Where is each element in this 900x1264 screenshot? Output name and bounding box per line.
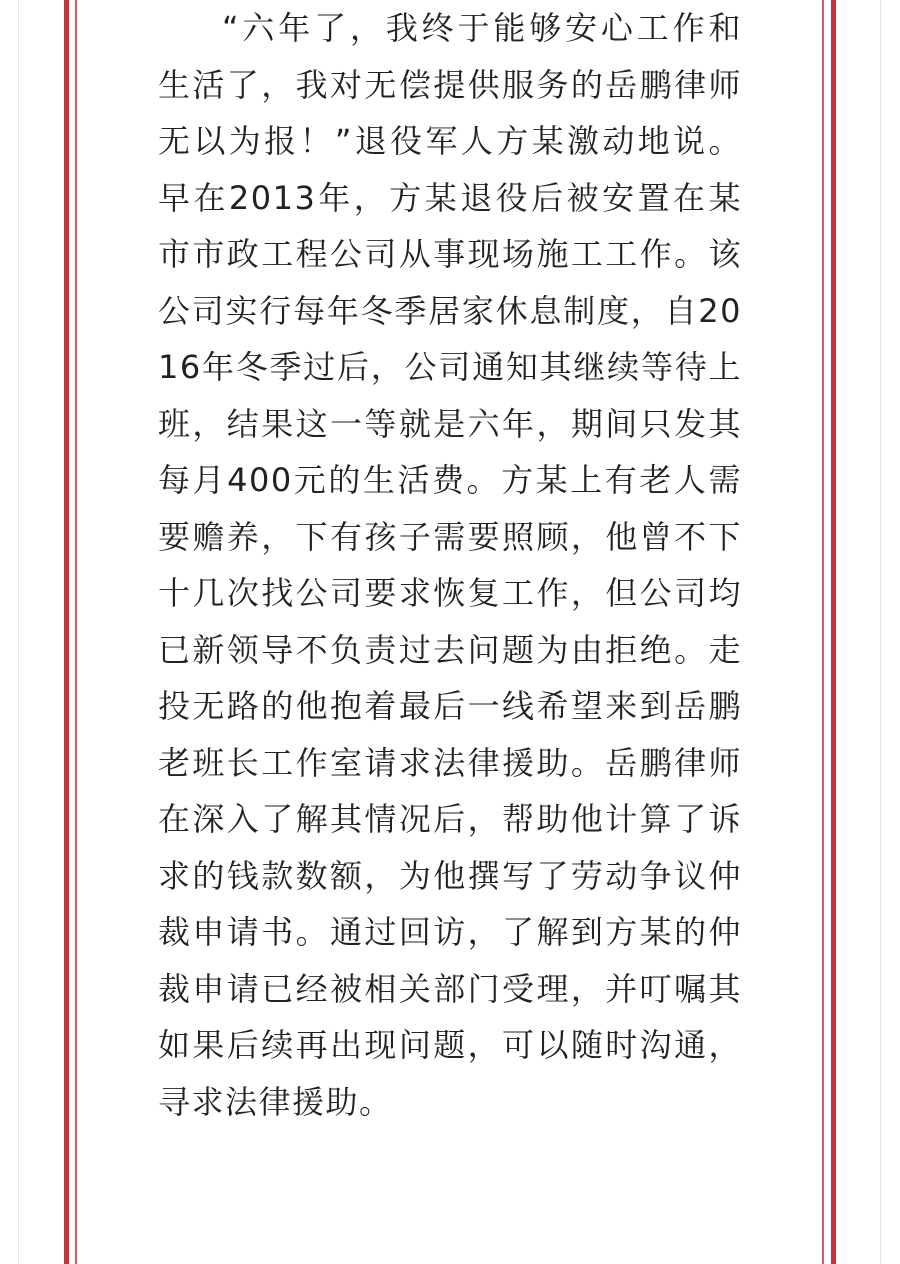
frame-line-thick bbox=[64, 0, 69, 1264]
article-body bbox=[158, 0, 742, 1130]
article-paragraph: “六年了，我终于能够安心工作和生活了，我对无偿提供服务的岳鹏律师无以为报！”退役军人方某激动地说。早在2013年，方某退役后被安置在某市市政工程公司从事现场施工工作。该公司实行每年冬季居家休息制度，自2016年冬季过后，公司通知其继续等待上班，结果这一等就是六年，期间只发其每月400元的生活费。方某上有老人需要赡养，下有孩子需要照顾，他曾不下十几次找公司要求恢复工作，但公司均已新领导不负责过去问题为由拒绝。走投无路的他抱着最后一线希望来到岳鹏老班长工作室请求法律援助。岳鹏律师在深入了解其情况后，帮助他计算了诉求的钱款数额，为他撰写了劳动争议仲裁申请书。通过回访，了解到方某的仲裁申请已经被相关部门受理，并叮嘱其如果后续再出现问题，可以随时沟通，寻求法律援助。 bbox=[158, 9, 742, 1121]
frame-line-thin bbox=[822, 0, 824, 1264]
page-edge-right bbox=[880, 0, 881, 1264]
red-frame-left bbox=[60, 0, 82, 1264]
frame-line-thick bbox=[831, 0, 836, 1264]
page-edge-left bbox=[18, 0, 19, 1264]
frame-line-thin bbox=[75, 0, 77, 1264]
red-frame-right bbox=[818, 0, 840, 1264]
